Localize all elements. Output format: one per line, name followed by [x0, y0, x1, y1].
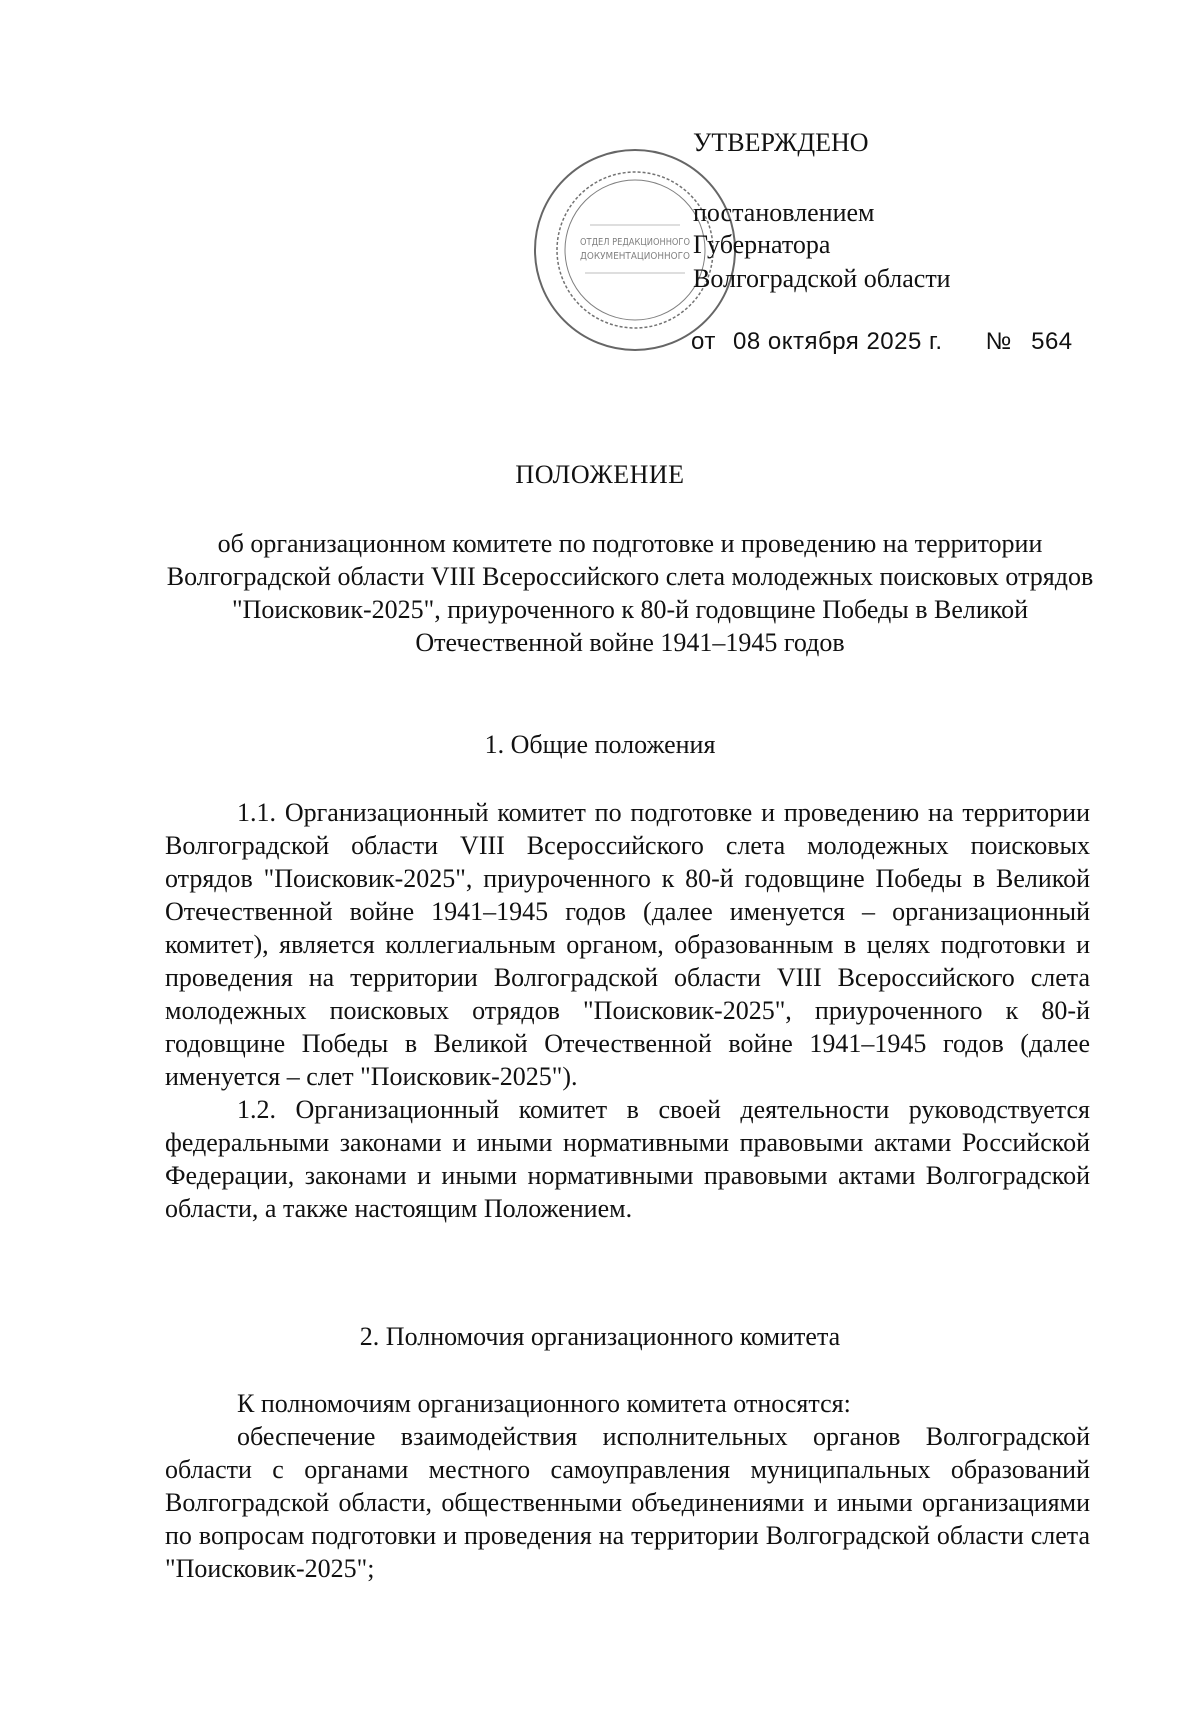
- seal-inner-text: ОТДЕЛ РЕДАКЦИОННОГО: [580, 237, 691, 248]
- section-1-heading: 1. Общие положения: [484, 730, 716, 759]
- document-title: ПОЛОЖЕНИЕ: [515, 460, 685, 489]
- resolution-date: 08 октября 2025 г.: [732, 328, 943, 355]
- date-prefix: от: [691, 328, 716, 355]
- paragraph-2-item-1: обеспечение взаимодействия исполнительных органов Волгоградской области с органами местного самоуправления муниципальных образований Волгоградской области, общественными объединениями и иными организациями по вопросам подготовки и проведения на территории Волгоградской области слета "Поисковик-2025";: [165, 1422, 1090, 1583]
- svg-text:ДОКУМЕНТАЦИОННОГО: ДОКУМЕНТАЦИОННОГО: [580, 251, 691, 262]
- resolution-number: 564: [1031, 328, 1073, 355]
- paragraph-1-2: 1.2. Организационный комитет в своей деятельности руководствуется федеральными законами и иными нормативными правовыми актами Российской Федерации, законами и иными нормативными правовыми актами Волгоградской области, а также настоящим Положением.: [165, 1095, 1090, 1223]
- section-2-body: [165, 1387, 1090, 1585]
- approved-label: УТВЕРЖДЕНО: [693, 128, 869, 157]
- resolution-label: постановлением: [693, 198, 875, 227]
- document-subtitle: об организационном комитете по подготовке и проведению на территории Волгоградской области VIII Всероссийского слета молодежных поисковых отрядов "Поисковик-2025", приуроченного к 80-й годовщине Победы в Великой Отечественной войне 1941–1945 годов: [166, 529, 1094, 657]
- section-1-body: [165, 796, 1090, 1225]
- paragraph-1-1: 1.1. Организационный комитет по подготовке и проведению на территории Волгоградской области VIII Всероссийского слета молодежных поисковых отрядов "Поисковик-2025", приуроченного к 80-й годовщине Победы в Великой Отечественной войне 1941–1945 годов (далее именуется – организационный комитет), является коллегиальным органом, образованным в целях подготовки и проведения на территории Волгоградской области VIII Всероссийского слета молодежных поисковых отрядов "Поисковик-2025", приуроченного к 80-й годовщине Победы в Великой Отечественной войне 1941–1945 годов (далее именуется – слет "Поисковик-2025").: [165, 798, 1090, 1091]
- governor-label: Губернатора: [693, 230, 831, 259]
- paragraph-2-intro: К полномочиям организационного комитета относятся:: [237, 1389, 851, 1418]
- region-label: Волгоградской области: [693, 264, 951, 293]
- section-2-heading: 2. Полномочия организационного комитета: [359, 1322, 841, 1351]
- resolution-date-line: [691, 325, 1073, 358]
- number-label: №: [985, 328, 1012, 355]
